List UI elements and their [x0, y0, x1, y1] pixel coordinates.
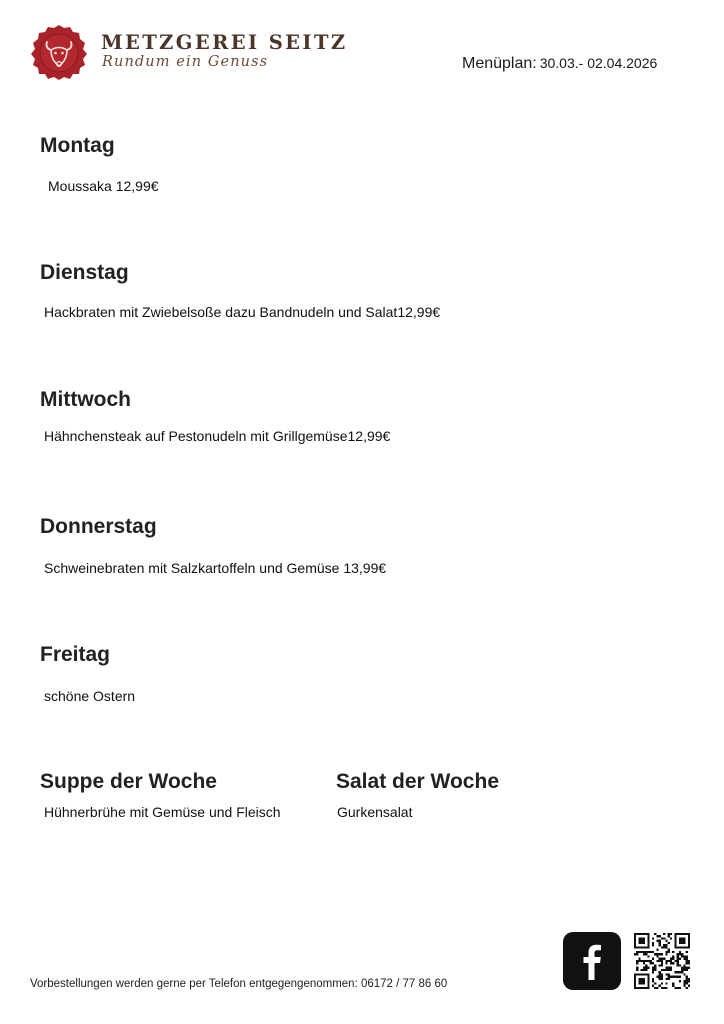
qr-code-icon[interactable]	[634, 933, 690, 989]
menu-date-label: Menüplan:	[462, 55, 537, 72]
menu-date	[462, 55, 657, 73]
brand-slogan: Rundum ein Genuss	[102, 54, 269, 70]
day-dish-freitag: schöne Ostern	[44, 688, 136, 704]
soup-dish: Hühnerbrühe mit Gemüse und Fleisch	[44, 804, 281, 820]
bull-seal-logo	[30, 24, 88, 80]
day-dish-dienstag: Hackbraten mit Zwiebelsoße dazu Bandnudeln und Salat12,99€	[44, 304, 441, 320]
salad-heading: Salat der Woche	[336, 770, 499, 793]
footer-text: Vorbestellungen werden gerne per Telefon entgegengenommen: 06172 / 77 86 60	[30, 978, 448, 990]
brand-name: METZGEREI SEITZ	[101, 31, 348, 54]
day-dish-donnerstag: Schweinebraten mit Salzkartoffeln und Gemüse 13,99€	[44, 560, 387, 576]
day-heading-dienstag: Dienstag	[40, 261, 129, 284]
day-heading-montag: Montag	[40, 134, 115, 157]
soup-heading: Suppe der Woche	[40, 770, 217, 793]
salad-dish: Gurkensalat	[337, 804, 413, 820]
day-dish-mittwoch: Hähnchensteak auf Pestonudeln mit Grillgemüse12,99€	[44, 428, 391, 444]
day-dish-montag: Moussaka 12,99€	[48, 178, 159, 194]
day-heading-donnerstag: Donnerstag	[40, 515, 157, 538]
facebook-icon[interactable]	[563, 932, 621, 990]
day-heading-freitag: Freitag	[40, 643, 111, 666]
menu-date-range: 30.03.- 02.04.2026	[539, 55, 658, 71]
day-heading-mittwoch: Mittwoch	[40, 388, 131, 411]
